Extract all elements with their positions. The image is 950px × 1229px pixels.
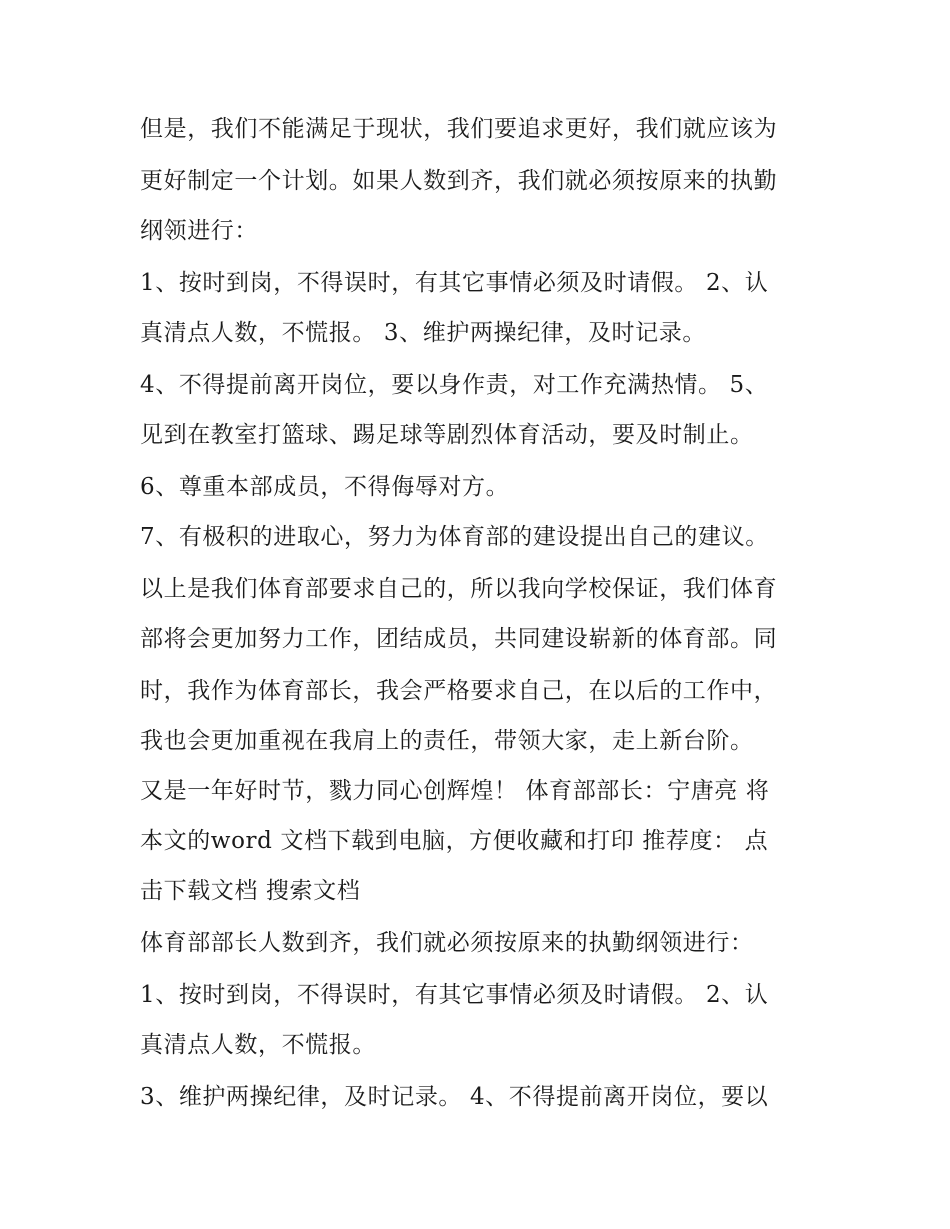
text-line: 3、维护两操纪律，及时记录。 4、不得提前离开岗位，要以	[140, 1084, 769, 1110]
text-line: 真清点人数，不慌报。 3、维护两操纪律，及时记录。	[140, 320, 706, 346]
text-line: 7、有极积的进取心，努力为体育部的建设提出自己的建议。	[140, 524, 769, 550]
text-line: 我也会更加重视在我肩上的责任，带领大家，走上新台阶。	[140, 728, 754, 754]
text-line: 1、按时到岗，不得误时，有其它事情必须及时请假。 2、认	[140, 982, 769, 1008]
text-line: 部将会更加努力工作，团结成员，共同建设崭新的体育部。同	[140, 626, 778, 652]
text-line: 真清点人数，不慌报。	[140, 1032, 376, 1058]
text-line: 4、不得提前离开岗位，要以身作责，对工作充满热情。 5、	[140, 372, 769, 398]
text-line: 但是，我们不能满足于现状，我们要追求更好，我们就应该为	[140, 116, 778, 142]
text-line: 见到在教室打篮球、踢足球等剧烈体育活动，要及时制止。	[140, 422, 754, 448]
text-line: 体育部部长人数到齐，我们就必须按原来的执勤纲领进行：	[140, 930, 754, 956]
text-line: 更好制定一个计划。如果人数到齐，我们就必须按原来的执勤	[140, 168, 778, 194]
text-line: 1、按时到岗，不得误时，有其它事情必须及时请假。 2、认	[140, 270, 769, 296]
text-line: 以上是我们体育部要求自己的，所以我向学校保证，我们体育	[140, 576, 778, 602]
text-line: 本文的word 文档下载到电脑，方便收藏和打印 推荐度： 点	[140, 828, 769, 854]
text-line: 时，我作为体育部长，我会严格要求自己，在以后的工作中，	[140, 678, 778, 704]
text-line: 又是一年好时节，戮力同心创辉煌！ 体育部部长：宁唐亮 将	[140, 778, 770, 804]
text-line: 6、尊重本部成员，不得侮辱对方。	[140, 474, 510, 500]
text-line: 击下载文档 搜索文档	[140, 878, 361, 904]
text-line: 纲领进行：	[140, 218, 258, 244]
